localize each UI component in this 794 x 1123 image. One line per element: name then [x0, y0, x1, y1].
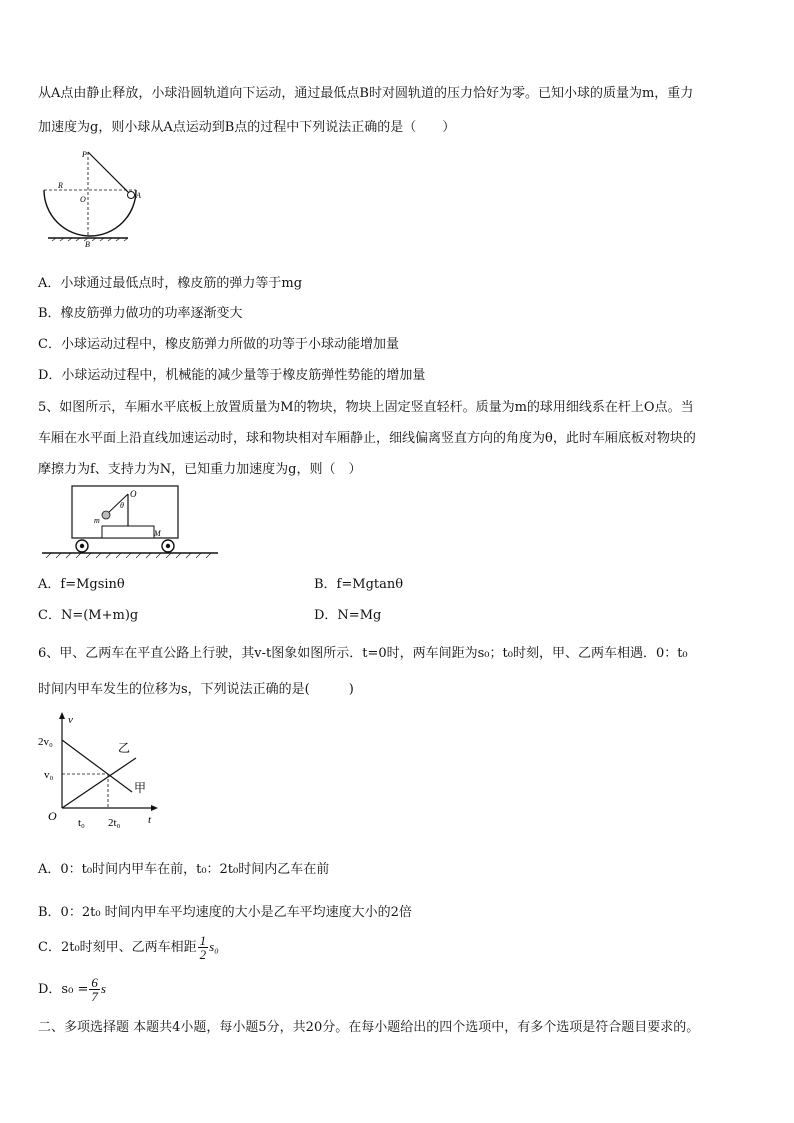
- q5-stem-line1: 5、如图所示，车厢水平底板上放置质量为M的物块，物块上固定竖直轻杆。质量为m的球用细线系在杆上O点。当: [38, 400, 694, 415]
- q5-option-c: C．N=(M+m)g: [38, 608, 139, 623]
- label-m: m: [94, 516, 100, 525]
- axis-t-label: t: [148, 814, 152, 826]
- label-big-m: M: [154, 529, 161, 538]
- q5-option-a: A．f=Mgsinθ: [38, 577, 125, 592]
- q4-option-c: C．小球运动过程中，橡皮筋弹力所做的功等于小球动能增加量: [38, 337, 399, 352]
- fraction-one-half: $\frac{1}{2}$: [199, 933, 207, 962]
- tick-v0: v₀: [44, 769, 54, 781]
- fraction-six-sevenths: $\frac{6}{7}$: [91, 975, 98, 1004]
- q6-option-d: D．s₀ = $\frac{6}{7}$ s: [38, 975, 106, 1004]
- q6-option-b: B．0：2t₀ 时间内甲车平均速度的大小是乙车平均速度大小的2倍: [38, 905, 412, 920]
- origin-label: O: [48, 809, 57, 823]
- q4-stem-line1: 从A点由静止释放，小球沿圆轨道向下运动，通过最低点B时对圆轨道的压力恰好为零。已知小球的质量为m，重力: [38, 86, 694, 101]
- q4-option-d: D．小球运动过程中，机械能的减少量等于橡皮筋弹性势能的增加量: [38, 368, 426, 383]
- q5-figure-carriage: [40, 484, 222, 564]
- q4-option-a: A．小球通过最低点时，橡皮筋的弹力等于mg: [38, 276, 303, 291]
- label-p: P: [82, 150, 87, 159]
- q4-figure-bowl: [38, 148, 148, 248]
- tick-2v0: 2v₀: [38, 736, 53, 748]
- label-b: B: [85, 240, 90, 248]
- q6-stem-line2: 时间内甲车发生的位移为s，下列说法正确的是( ): [38, 682, 354, 697]
- axis-v-label: v: [68, 714, 73, 726]
- q4-option-b: B．橡皮筋弹力做功的功率逐渐变大: [38, 306, 243, 321]
- q6-option-d-text: D．s₀ =: [38, 982, 89, 997]
- label-theta: θ: [120, 501, 124, 510]
- q6-stem-line1: 6、甲、乙两车在平直公路上行驶，其v-t图象如图所示．t=0时，两车间距为s₀；t₀时刻，甲、乙两车相遇．0：t₀: [38, 646, 688, 661]
- label-a: A: [136, 191, 141, 200]
- q6-vt-graph: [36, 708, 166, 834]
- q6-option-c: C．2t₀时刻甲、乙两车相距 $\frac{1}{2}$ s₀: [38, 933, 219, 962]
- q6-option-c-text: C．2t₀时刻甲、乙两车相距: [38, 940, 197, 955]
- tick-t0: t₀: [78, 817, 85, 829]
- q4-stem-line2: 加速度为g，则小球从A点运动到B点的过程中下列说法正确的是（ ）: [38, 120, 456, 135]
- tick-2t0: 2t₀: [108, 817, 121, 829]
- q5-stem-line2: 车厢在水平面上沿直线加速运动时，球和物块相对车厢静止，细线偏离竖直方向的角度为θ，此时车厢底板对物块的: [38, 431, 696, 446]
- label-o: O: [130, 489, 137, 499]
- label-o: O: [80, 195, 86, 204]
- series-jia-label: 甲: [134, 781, 147, 795]
- q6-option-a: A．0：t₀时间内甲车在前，t₀：2t₀时间内乙车在前: [38, 862, 330, 877]
- q5-option-b: B．f=Mgtanθ: [314, 577, 404, 592]
- section2-heading: 二、多项选择题 本题共4小题，每小题5分，共20分。在每小题给出的四个选项中，有多个选项是符合题目要求的。: [38, 1020, 700, 1035]
- series-yi-label: 乙: [118, 741, 131, 755]
- label-r: R: [58, 181, 63, 190]
- q5-stem-line3: 摩擦力为f、支持力为N，已知重力加速度为g，则（ ）: [38, 462, 362, 477]
- q5-option-d: D．N=Mg: [314, 608, 382, 623]
